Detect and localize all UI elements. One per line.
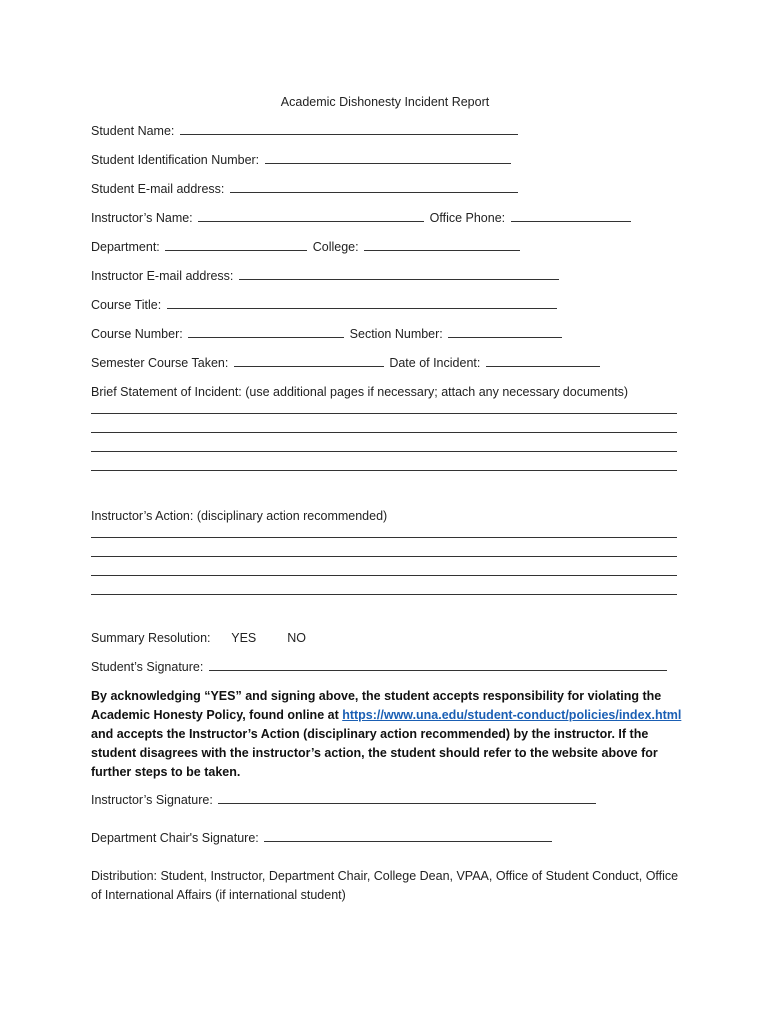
instructor-email-label: Instructor E-mail address: <box>91 269 234 283</box>
student-name-row <box>91 123 520 139</box>
course-title-row <box>91 297 559 313</box>
student-name-label: Student Name: <box>91 124 175 138</box>
summary-no-option[interactable]: NO <box>287 631 306 645</box>
distribution-text: Distribution: Student, Instructor, Department Chair, College Dean, VPAA, Office of Student Conduct, Office of International Affairs (if international student) <box>91 869 679 902</box>
page-title: Academic Dishonesty Incident Report <box>280 95 490 109</box>
student-signature-label: Student’s Signature: <box>91 660 204 674</box>
student-id-label: Student Identification Number: <box>91 153 260 167</box>
instructor-action-line-2[interactable] <box>91 556 677 557</box>
student-email-row <box>91 181 520 197</box>
course-title-label: Course Title: <box>91 298 162 312</box>
date-of-incident-label: Date of Incident: <box>389 356 481 370</box>
student-id-row <box>91 152 513 168</box>
instructor-row <box>91 210 633 226</box>
instructor-action-line-1[interactable] <box>91 537 677 538</box>
summary-resolution-row <box>91 630 306 646</box>
student-signature-row <box>91 659 669 675</box>
instructor-name-field[interactable] <box>198 210 424 222</box>
instructor-action-line-3[interactable] <box>91 575 677 576</box>
instructor-signature-label: Instructor’s Signature: <box>91 793 213 807</box>
instructor-email-row <box>91 268 561 284</box>
brief-statement-line-3[interactable] <box>91 451 677 452</box>
college-label: College: <box>312 240 359 254</box>
office-phone-label: Office Phone: <box>429 211 506 225</box>
date-of-incident-field[interactable] <box>486 355 600 367</box>
instructor-signature-row <box>91 792 598 808</box>
course-number-label: Course Number: <box>91 327 183 341</box>
department-row <box>91 239 522 255</box>
brief-statement-line-1[interactable] <box>91 413 677 414</box>
acknowledgement-text-2: and accepts the Instructor’s Action (disciplinary action recommended) by the instructor. If the student disagrees with the instructor’s action, the student should refer to the website above for further steps to be taken. <box>91 727 658 779</box>
course-title-field[interactable] <box>167 297 557 309</box>
department-field[interactable] <box>165 239 307 251</box>
student-name-field[interactable] <box>180 123 518 135</box>
office-phone-field[interactable] <box>511 210 631 222</box>
chair-signature-field[interactable] <box>264 830 552 842</box>
acknowledgement-paragraph <box>91 687 691 782</box>
instructor-name-label: Instructor’s Name: <box>91 211 193 225</box>
college-field[interactable] <box>364 239 520 251</box>
instructor-action-label: Instructor’s Action: (disciplinary action recommended) <box>91 509 388 523</box>
semester-field[interactable] <box>234 355 384 367</box>
instructor-email-field[interactable] <box>239 268 559 280</box>
brief-statement-line-4[interactable] <box>91 470 677 471</box>
summary-resolution-label: Summary Resolution: <box>91 631 211 645</box>
student-signature-field[interactable] <box>209 659 667 671</box>
policy-link[interactable]: https://www.una.edu/student-conduct/policies/index.html <box>342 708 682 722</box>
department-label: Department: <box>91 240 160 254</box>
summary-yes-option[interactable]: YES <box>231 631 257 645</box>
course-number-row <box>91 326 564 342</box>
course-number-field[interactable] <box>188 326 344 338</box>
chair-signature-label: Department Chair's Signature: <box>91 831 259 845</box>
brief-statement-line-2[interactable] <box>91 432 677 433</box>
section-number-field[interactable] <box>448 326 562 338</box>
brief-statement-label: Brief Statement of Incident: (use additional pages if necessary; attach any necessary documents) <box>91 385 629 399</box>
student-email-label: Student E-mail address: <box>91 182 225 196</box>
instructor-action-line-4[interactable] <box>91 594 677 595</box>
semester-label: Semester Course Taken: <box>91 356 229 370</box>
semester-row <box>91 355 602 371</box>
chair-signature-row <box>91 830 554 846</box>
student-id-field[interactable] <box>265 152 511 164</box>
instructor-signature-field[interactable] <box>218 792 596 804</box>
student-email-field[interactable] <box>230 181 518 193</box>
section-number-label: Section Number: <box>349 327 443 341</box>
acknowledgement-text-1: By acknowledging “YES” and signing above, the student accepts responsibility for violating the Academic Honesty Policy, found online at <box>91 689 662 722</box>
